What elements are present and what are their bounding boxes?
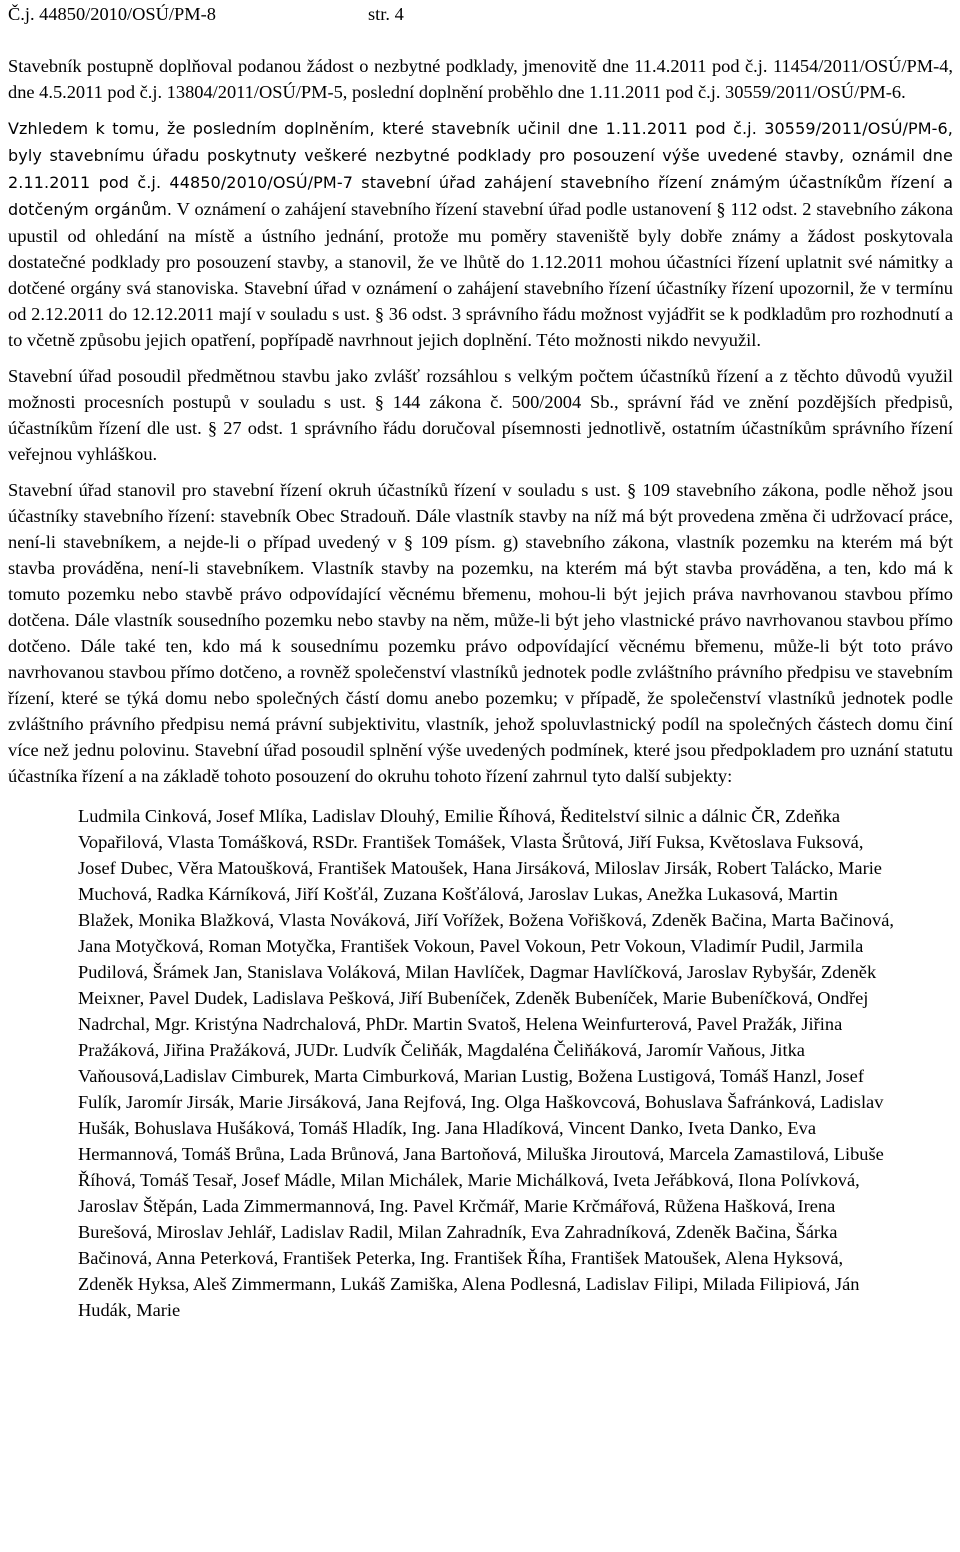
- paragraph-participants: Stavební úřad stanovil pro stavební řízení okruh účastníků řízení v souladu s ust. § 109 stavebního zákona, podle něhož jsou účastníky stavebního řízení: stavebník Obec Stradouň. Dále vlastník stavby na níž má být provedena změna či udržovací práce, není-li stavebníkem, a nejde-li o případ uvedený v § 109 písm. g) stavebního zákona, vlastník pozemku na kterém má být stavba prováděna, není-li stavebníkem. Vlastník stavby na pozemku, na kterém má být stavba prováděna, a ten, kdo má k tomuto pozemku nebo stavbě právo odpovídající věcnému břemenu, mohou-li být jejich práva navrhovanou stavbou přímo dotčena. Dále vlastník sousedního pozemku nebo stavby na něm, může-li být jeho vlastnické právo navrhovanou stavbou přímo dotčeno. Dále také ten, kdo má k sousednímu pozemku právo odpovídající věcnému břemenu, může-li být toto právo navrhovanou stavbou přímo dotčeno, a rovněž společenství vlastníků jednotek podle zvláštního právního předpisu ve stavebním řízení, které se týká domu nebo společných částí domu anebo pozemku; v případě, že společenství vlastníků jednotek podle zvláštního právního předpisu nemá právní subjektivitu, vlastník, jehož spoluvlastnický podíl na společných částech domu činí více než jednu polovinu. Stavební úřad posoudil splnění výše uvedených podmínek, které jsou předpokladem pro uznání statutu účastníka řízení a na základě tohoto posouzení do okruhu tohoto řízení zahrnul tyto další subjekty:: [8, 480, 953, 786]
- document-page: [8, 0, 953, 1323]
- page-header: [8, 1, 953, 27]
- paragraph-proceedings-part1: Vzhledem k tomu, že posledním doplněním, které stavebník učinil dne 1.11.2011 pod č.j. 30559/2011/OSÚ/PM-6, byly stavebnímu úřadu poskytnuty veškeré nezbytné podklady pro posouzení výše uvedené stavby, oznámil dne 2.11.2011 pod č.j. 44850/2010/OSÚ/PM-7 stavební úřad zahájení stavebního řízení známým účastníkům řízení a dotčeným orgánům.: [8, 119, 953, 219]
- participants-list: Ludmila Cinková, Josef Mlíka, Ladislav Dlouhý, Emilie Říhová, Ředitelství silnic a dálnic ČR, Zdeňka Vopařilová, Vlasta Tomášková, RSDr. František Tomášek, Vlasta Šrůtová, Jiří Fuksa, Květoslava Fuksová, Josef Dubec, Věra Matoušková, František Matoušek, Hana Jirsáková, Miloslav Jirsák, Robert Talácko, Marie Muchová, Radka Kárníková, Jiří Košťál, Zuzana Košťálová, Jaroslav Lukas, Anežka Lukasová, Martin Blažek, Monika Blažková, Vlasta Nováková, Jiří Vořížek, Božena Vořišková, Zdeněk Bačina, Marta Bačinová, Jana Motyčková, Roman Motyčka, František Vokoun, Pavel Vokoun, Petr Vokoun, Vladimír Pudil, Jarmila Pudilová, Šrámek Jan, Stanislava Voláková, Milan Havlíček, Dagmar Havlíčková, Jaroslav Rybyšár, Zdeněk Meixner, Pavel Dudek, Ladislava Pešková, Jiří Bubeníček, Zdeněk Bubeníček, Marie Bubeníčková, Ondřej Nadrchal, Mgr. Kristýna Nadrchalová, PhDr. Martin Svatoš, Helena Weinfurterová, Pavel Pražák, Jiřina Pražáková, Jiřina Pražáková, JUDr. Ludvík Čeliňák, Magdaléna Čeliňáková, Jaromír Vaňous, Jitka Vaňousová,Ladislav Cimburek, Marta Cimburková, Marian Lustig, Božena Lustigová, Tomáš Hanzl, Josef Fulík, Jaromír Jirsák, Marie Jirsáková, Jana Rejfová, Ing. Olga Haškovcová, Bohuslava Šafránková, Ladislav Hušák, Bohuslava Hušáková, Tomáš Hladík, Ing. Jana Hladíková, Vincent Danko, Iveta Danko, Eva Hermannová, Tomáš Brůna, Lada Brůnová, Jana Bartoňová, Miluška Jiroutová, Marcela Zamastilová, Libuše Říhová, Tomáš Tesař, Josef Mádle, Milan Michálek, Marie Michálková, Iveta Jeřábková, Ilona Polívková, Jaroslav Štěpán, Lada Zimmermannová, Ing. Pavel Krčmář, Marie Krčmářová, Růžena Hašková, Irena Burešová, Miroslav Jehlář, Ladislav Radil, Milan Zahradník, Eva Zahradníková, Zdeněk Bačina, Šárka Bačinová, Anna Peterková, František Peterka, Ing. František Říha, František Matoušek, Alena Hyksová, Zdeněk Hyksa, Aleš Zimmermann, Lukáš Zamiška, Alena Podlesná, Ladislav Filipi, Milada Filipiová, Ján Hudák, Marie: [78, 806, 894, 1320]
- paragraph-proceedings-part2: V oznámení o zahájení stavebního řízení stavební úřad podle ustanovení § 112 odst. 2 stavebního zákona upustil od ohledání na místě a ústního jednání, protože mu poměry staveniště byly dobře známy a žádost poskytovala dostatečné podklady pro posouzení stavby, a stanovil, že ve lhůtě do 1.12.2011 mohou účastníci řízení uplatnit své námitky a dotčené orgány svá stanoviska. Stavební úřad v oznámení o zahájení stavebního řízení účastníky řízení upozornil, že v termínu od 2.12.2011 do 12.12.2011 mají v souladu s ust. § 36 odst. 3 správního řádu možnost vyjádřit se k podkladům pro rozhodnutí a to včetně způsobu jejich opatření, popřípadě navrhnout jejich doplnění. Této možnosti nikdo nevyužil.: [8, 199, 954, 350]
- reference-number: Č.j. 44850/2010/OSÚ/PM-8: [8, 4, 216, 24]
- page-number: str. 4: [368, 4, 404, 24]
- paragraph-extensive-construction: Stavební úřad posoudil předmětnou stavbu jako zvlášť rozsáhlou s velkým počtem účastníků řízení a z těchto důvodů využil možnosti procesních postupů v souladu s ust. § 144 zákona č. 500/2004 Sb., správní řád ve znění pozdějších předpisů, účastníkům řízení dle ust. § 27 odst. 1 správního řádu doručoval písemnosti jednotlivě, ostatním účastníkům správního řízení veřejnou vyhláškou.: [8, 366, 953, 464]
- paragraph-supplements: Stavebník postupně doplňoval podanou žádost o nezbytné podklady, jmenovitě dne 11.4.2011 pod č.j. 11454/2011/OSÚ/PM-4, dne 4.5.2011 pod č.j. 13804/2011/OSÚ/PM-5, poslední doplnění proběhlo dne 1.11.2011 pod č.j. 30559/2011/OSÚ/PM-6.: [8, 56, 953, 102]
- paragraph-proceedings: [8, 115, 953, 353]
